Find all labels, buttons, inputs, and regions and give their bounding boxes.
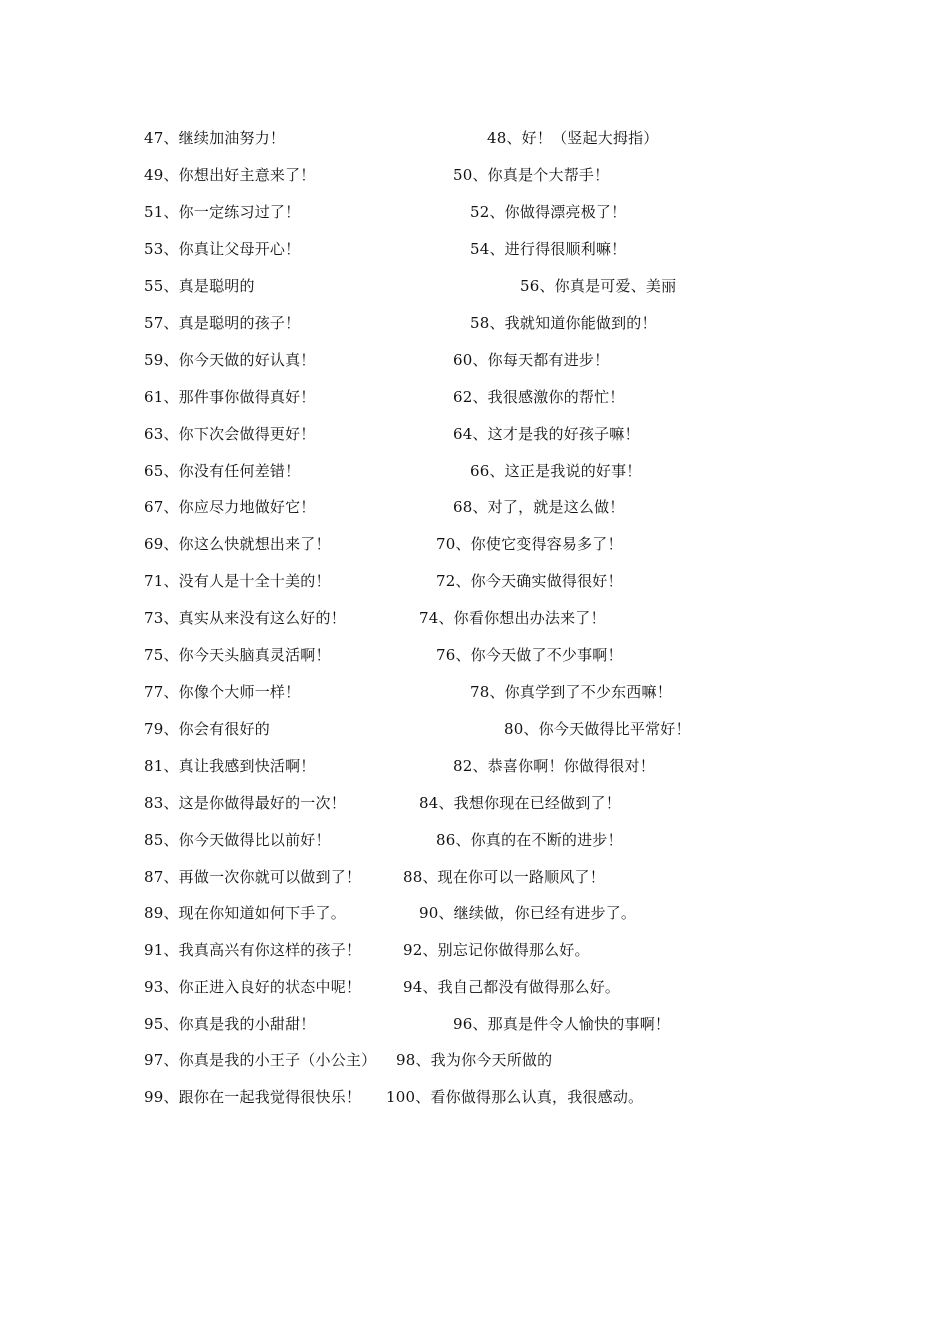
praise-item-right: 48、好！（竖起大拇指） bbox=[487, 129, 659, 147]
praise-row bbox=[144, 606, 844, 630]
praise-row bbox=[144, 1012, 844, 1036]
praise-item-right: 74、你看你想出办法来了！ bbox=[419, 609, 606, 627]
praise-item-right: 66、这正是我说的好事！ bbox=[470, 462, 642, 480]
praise-item-right: 76、你今天做了不少事啊！ bbox=[436, 646, 623, 664]
praise-row bbox=[144, 274, 844, 298]
praise-item-left: 91、我真高兴有你这样的孩子！ bbox=[144, 941, 362, 959]
praise-row bbox=[144, 938, 844, 962]
praise-row bbox=[144, 717, 844, 741]
praise-item-right: 80、你今天做得比平常好！ bbox=[504, 720, 691, 738]
praise-item-right: 54、进行得很顺利嘛！ bbox=[470, 240, 627, 258]
praise-item-left: 93、你正进入良好的状态中呢！ bbox=[144, 978, 362, 996]
praise-row bbox=[144, 163, 844, 187]
praise-item-right: 52、你做得漂亮极了！ bbox=[470, 203, 627, 221]
praise-item-right: 84、我想你现在已经做到了！ bbox=[419, 794, 621, 812]
praise-item-left: 95、你真是我的小甜甜！ bbox=[144, 1015, 316, 1033]
praise-item-left: 55、真是聪明的 bbox=[144, 277, 255, 295]
praise-item-left: 65、你没有任何差错！ bbox=[144, 462, 301, 480]
praise-item-right: 100、看你做得那么认真，我很感动。 bbox=[386, 1088, 644, 1106]
praise-item-left: 77、你像个大师一样！ bbox=[144, 683, 301, 701]
praise-item-left: 47、继续加油努力！ bbox=[144, 129, 286, 147]
praise-item-left: 73、真实从来没有这么好的！ bbox=[144, 609, 346, 627]
praise-row bbox=[144, 495, 844, 519]
praise-item-right: 86、你真的在不断的进步！ bbox=[436, 831, 623, 849]
praise-row bbox=[144, 828, 844, 852]
praise-item-left: 99、跟你在一起我觉得很快乐！ bbox=[144, 1088, 362, 1106]
praise-item-left: 61、那件事你做得真好！ bbox=[144, 388, 316, 406]
praise-row bbox=[144, 422, 844, 446]
praise-item-left: 51、你一定练习过了！ bbox=[144, 203, 301, 221]
praise-item-left: 69、你这么快就想出来了！ bbox=[144, 535, 331, 553]
praise-item-left: 75、你今天头脑真灵活啊！ bbox=[144, 646, 331, 664]
praise-item-right: 72、你今天确实做得很好！ bbox=[436, 572, 623, 590]
praise-row bbox=[144, 901, 844, 925]
praise-row bbox=[144, 200, 844, 224]
praise-item-left: 79、你会有很好的 bbox=[144, 720, 270, 738]
praise-item-right: 78、你真学到了不少东西嘛！ bbox=[470, 683, 672, 701]
praise-item-left: 71、没有人是十全十美的！ bbox=[144, 572, 331, 590]
praise-item-left: 49、你想出好主意来了！ bbox=[144, 166, 316, 184]
praise-item-right: 82、恭喜你啊！你做得很对！ bbox=[453, 757, 655, 775]
praise-item-right: 68、对了，就是这么做！ bbox=[453, 498, 625, 516]
praise-item-right: 70、你使它变得容易多了！ bbox=[436, 535, 623, 553]
praise-item-left: 59、你今天做的好认真！ bbox=[144, 351, 316, 369]
praise-item-right: 64、这才是我的好孩子嘛！ bbox=[453, 425, 640, 443]
praise-row bbox=[144, 126, 844, 150]
praise-row bbox=[144, 1085, 844, 1109]
praise-row bbox=[144, 680, 844, 704]
praise-item-left: 57、真是聪明的孩子！ bbox=[144, 314, 301, 332]
praise-row bbox=[144, 311, 844, 335]
praise-row bbox=[144, 237, 844, 261]
praise-row bbox=[144, 532, 844, 556]
praise-item-right: 56、你真是可爱、美丽 bbox=[520, 277, 677, 295]
praise-item-left: 87、再做一次你就可以做到了！ bbox=[144, 868, 362, 886]
praise-row bbox=[144, 348, 844, 372]
praise-item-right: 98、我为你今天所做的 bbox=[396, 1051, 553, 1069]
praise-item-right: 58、我就知道你能做到的！ bbox=[470, 314, 657, 332]
praise-item-left: 85、你今天做得比以前好！ bbox=[144, 831, 331, 849]
praise-item-right: 62、我很感激你的帮忙！ bbox=[453, 388, 625, 406]
praise-row bbox=[144, 791, 844, 815]
praise-item-right: 92、别忘记你做得那么好。 bbox=[403, 941, 590, 959]
praise-item-left: 81、真让我感到快活啊！ bbox=[144, 757, 316, 775]
praise-item-left: 63、你下次会做得更好！ bbox=[144, 425, 316, 443]
praise-item-left: 53、你真让父母开心！ bbox=[144, 240, 301, 258]
praise-row bbox=[144, 385, 844, 409]
praise-row bbox=[144, 975, 844, 999]
praise-row bbox=[144, 569, 844, 593]
praise-item-right: 96、那真是件令人愉快的事啊！ bbox=[453, 1015, 671, 1033]
praise-row bbox=[144, 459, 844, 483]
praise-row bbox=[144, 865, 844, 889]
praise-item-left: 67、你应尽力地做好它！ bbox=[144, 498, 316, 516]
praise-row bbox=[144, 754, 844, 778]
praise-row bbox=[144, 643, 844, 667]
praise-item-right: 94、我自己都没有做得那么好。 bbox=[403, 978, 621, 996]
praise-item-left: 83、这是你做得最好的一次！ bbox=[144, 794, 346, 812]
praise-item-right: 50、你真是个大帮手！ bbox=[453, 166, 610, 184]
praise-item-right: 60、你每天都有进步！ bbox=[453, 351, 610, 369]
praise-item-left: 89、现在你知道如何下手了。 bbox=[144, 904, 346, 922]
praise-row bbox=[144, 1048, 844, 1072]
praise-item-left: 97、你真是我的小王子（小公主） bbox=[144, 1051, 377, 1069]
praise-item-right: 90、继续做，你已经有进步了。 bbox=[419, 904, 637, 922]
praise-item-right: 88、现在你可以一路顺风了！ bbox=[403, 868, 605, 886]
